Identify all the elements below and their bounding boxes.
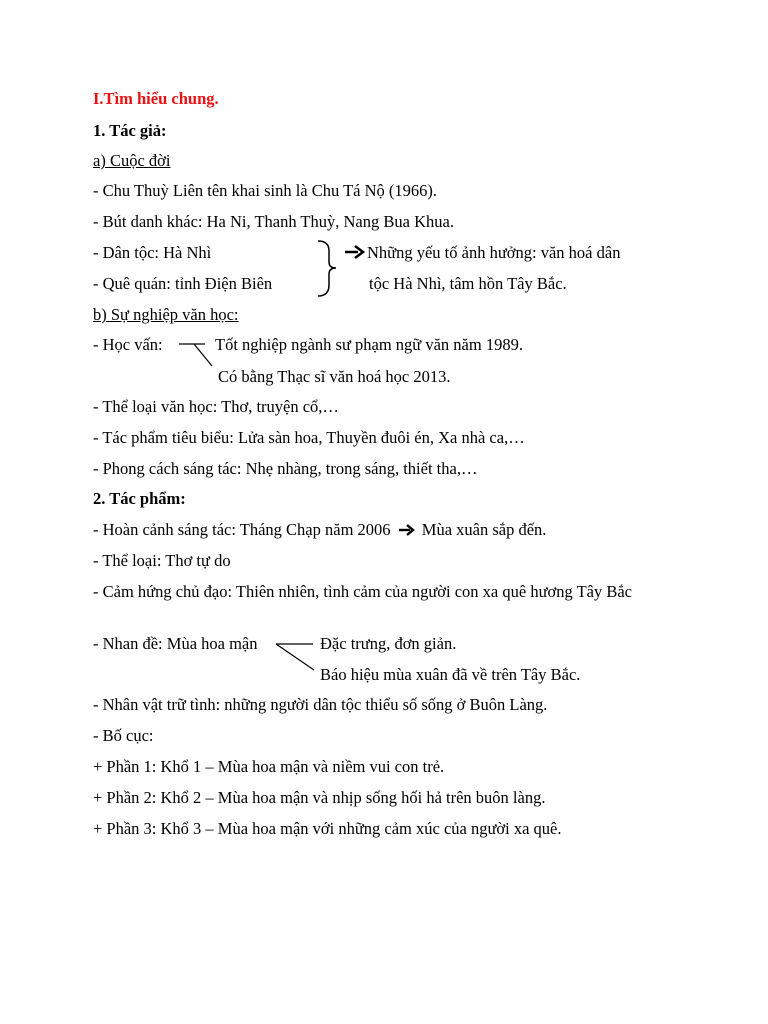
career-subtitle: b) Sự nghiệp văn học: xyxy=(93,305,239,324)
title-item-2: Báo hiệu mùa xuân đã về trên Tây Bắc. xyxy=(320,665,581,684)
author-title: 1. Tác giả: xyxy=(93,121,167,140)
ethnicity-line: - Dân tộc: Hà Nhì xyxy=(93,243,212,262)
birth-line: - Chu Thuỳ Liên tên khai sinh là Chu Tá Nộ (1966). xyxy=(93,181,438,200)
layout-title: - Bố cục: xyxy=(93,726,154,745)
hometown-line: - Quê quán: tỉnh Điện Biên xyxy=(93,274,273,293)
title-label: - Nhan đề: Mùa hoa mận xyxy=(93,634,258,653)
context-text: - Hoàn cảnh sáng tác: Tháng Chạp năm 2006 xyxy=(93,520,391,539)
works-line: - Tác phẩm tiêu biểu: Lửa sàn hoa, Thuyền đuôi én, Xa nhà ca,… xyxy=(93,428,525,447)
education-item-2: Có bằng Thạc sĩ văn hoá học 2013. xyxy=(218,367,451,386)
influence-line-1: Những yếu tố ảnh hưởng: văn hoá dân xyxy=(367,243,621,262)
education-item-1: Tốt nghiệp ngành sư phạm ngữ văn năm 1989. xyxy=(215,335,523,354)
inspiration-line: - Cảm hứng chủ đạo: Thiên nhiên, tình cảm của người con xa quê hương Tây Bắc xyxy=(93,582,632,601)
pen-names-line: - Bút danh khác: Ha Ni, Thanh Thuỳ, Nang Bua Khua. xyxy=(93,212,454,231)
work-title: 2. Tác phẩm: xyxy=(93,489,186,508)
genres-line: - Thể loại văn học: Thơ, truyện cổ,… xyxy=(93,397,339,416)
context-result: Mùa xuân sắp đến. xyxy=(421,520,547,539)
education-label: - Học vấn: xyxy=(93,335,163,354)
life-subtitle: a) Cuộc đời xyxy=(93,151,171,170)
part-item: + Phần 1: Khổ 1 – Mùa hoa mận và niềm vui con trẻ. xyxy=(93,757,445,776)
title-item-1: Đặc trưng, đơn giản. xyxy=(320,634,457,653)
part-item: + Phần 3: Khổ 3 – Mùa hoa mận với những cảm xúc của người xa quê. xyxy=(93,819,562,838)
part-item: + Phần 2: Khổ 2 – Mùa hoa mận và nhịp sống hối hả trên buôn làng. xyxy=(93,788,546,807)
character-line: - Nhân vật trữ tình: những người dân tộc thiểu số sống ở Buôn Làng. xyxy=(93,695,548,714)
genre-line: - Thể loại: Thơ tự do xyxy=(93,551,231,570)
section-heading: I.Tìm hiểu chung. xyxy=(93,89,219,108)
influence-line-2: tộc Hà Nhì, tâm hồn Tây Bắc. xyxy=(369,274,567,293)
style-line: - Phong cách sáng tác: Nhẹ nhàng, trong sáng, thiết tha,… xyxy=(93,459,478,478)
